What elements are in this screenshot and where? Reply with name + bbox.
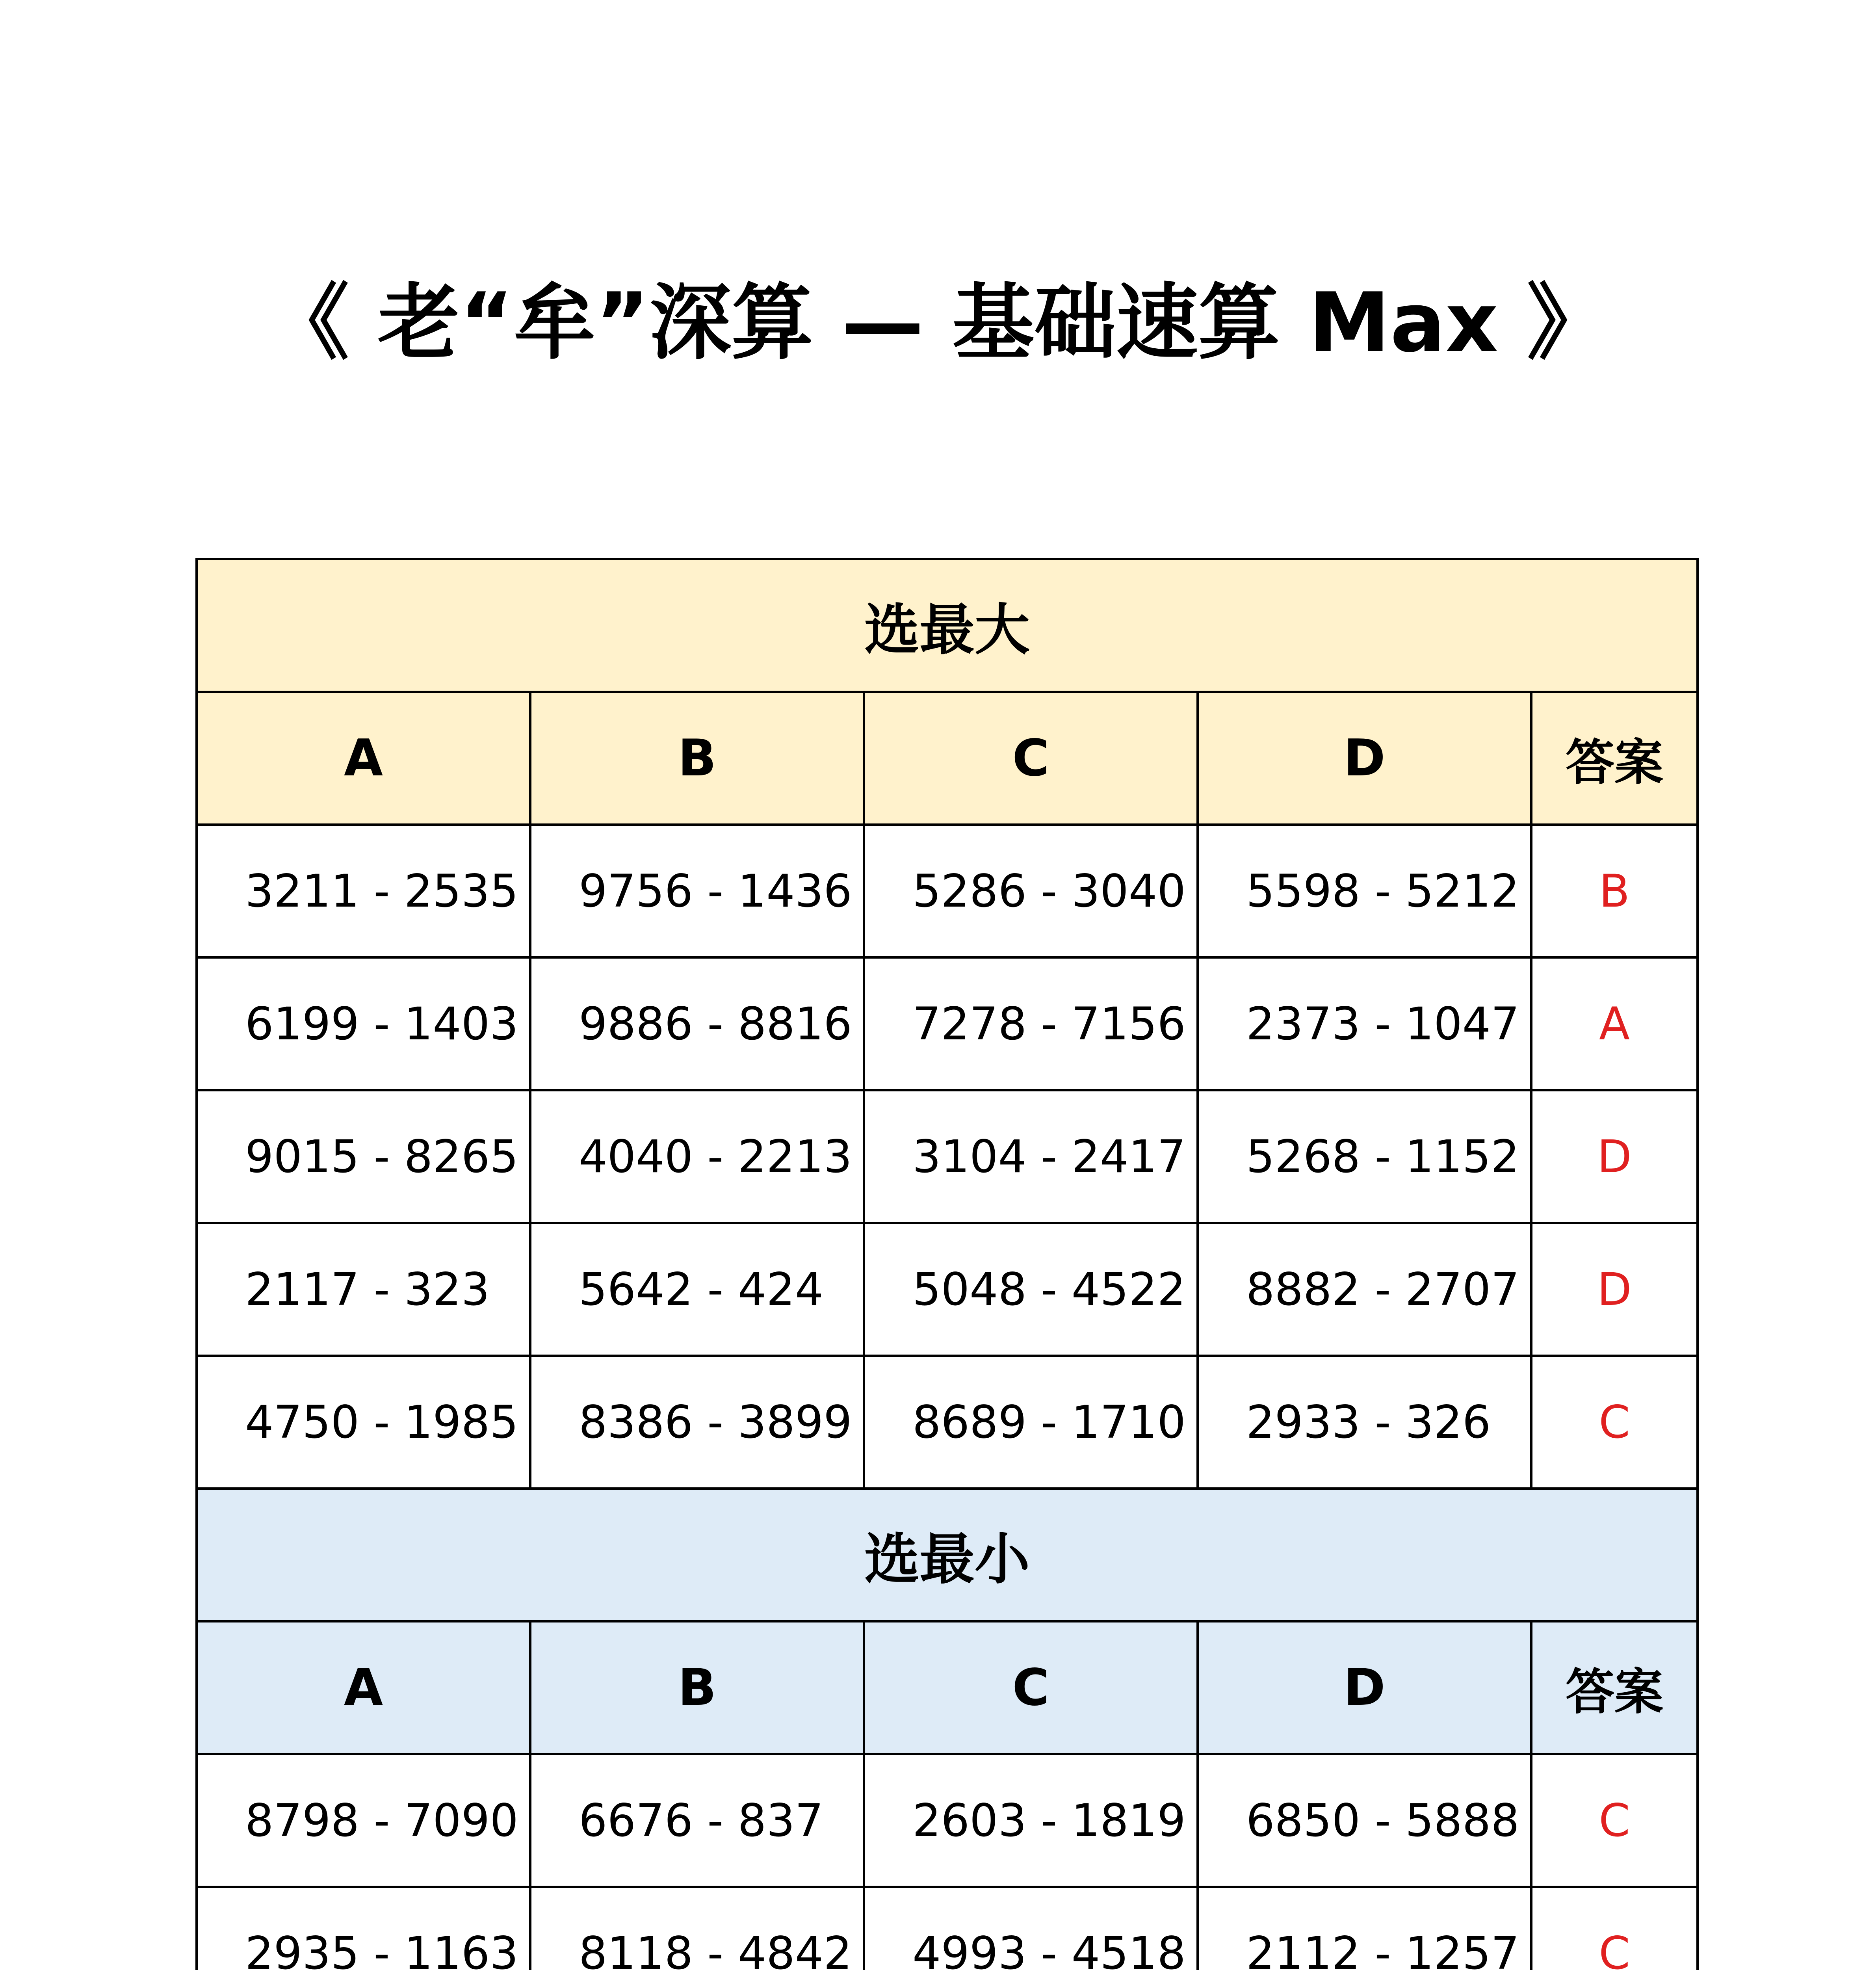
expression-cell: 2933 - 326 <box>1198 1356 1531 1489</box>
expression-cell: 2373 - 1047 <box>1198 957 1531 1090</box>
expression-cell: 5268 - 1152 <box>1198 1090 1531 1223</box>
expression-cell: 6850 - 5888 <box>1198 1754 1531 1887</box>
expression-cell: 4993 - 4518 <box>864 1887 1198 1970</box>
expression-cell: 5286 - 3040 <box>864 825 1198 957</box>
table-row <box>197 1887 1698 1970</box>
expression-cell: 8386 - 3899 <box>530 1356 864 1489</box>
column-header-c: C <box>864 1621 1198 1754</box>
answer-cell: C <box>1531 1356 1698 1489</box>
expression-cell: 4040 - 2213 <box>530 1090 864 1223</box>
expression-cell: 7278 - 7156 <box>864 957 1198 1090</box>
column-header-answer: 答案 <box>1531 1621 1698 1754</box>
table-row <box>197 1223 1698 1356</box>
answer-cell: A <box>1531 957 1698 1090</box>
table-row <box>197 1356 1698 1489</box>
table-row <box>197 1754 1698 1887</box>
expression-cell: 9756 - 1436 <box>530 825 864 957</box>
expression-cell: 3211 - 2535 <box>197 825 530 957</box>
expression-cell: 9015 - 8265 <box>197 1090 530 1223</box>
expression-cell: 5048 - 4522 <box>864 1223 1198 1356</box>
expression-cell: 9886 - 8816 <box>530 957 864 1090</box>
column-header-answer: 答案 <box>1531 692 1698 825</box>
expression-cell: 8118 - 4842 <box>530 1887 864 1970</box>
section-heading-min: 选最小 <box>197 1489 1698 1621</box>
tables-container <box>195 558 1696 1970</box>
answer-cell: D <box>1531 1090 1698 1223</box>
section-heading-row <box>197 1489 1698 1621</box>
column-header-row <box>197 1621 1698 1754</box>
column-header-row <box>197 692 1698 825</box>
column-header-c: C <box>864 692 1198 825</box>
min-section <box>197 1489 1698 1970</box>
expression-cell: 5598 - 5212 <box>1198 825 1531 957</box>
expression-cell: 3104 - 2417 <box>864 1090 1198 1223</box>
expression-cell: 6199 - 1403 <box>197 957 530 1090</box>
expression-cell: 2112 - 1257 <box>1198 1887 1531 1970</box>
answer-cell: C <box>1531 1887 1698 1970</box>
expression-cell: 6676 - 837 <box>530 1754 864 1887</box>
expression-cell: 8689 - 1710 <box>864 1356 1198 1489</box>
max-section <box>197 559 1698 1489</box>
column-header-a: A <box>197 692 530 825</box>
answer-cell: D <box>1531 1223 1698 1356</box>
expression-cell: 2117 - 323 <box>197 1223 530 1356</box>
expression-cell: 2935 - 1163 <box>197 1887 530 1970</box>
page-title: 《 老“牟”深算 — 基础速算 Max 》 <box>267 275 1609 371</box>
expression-cell: 2603 - 1819 <box>864 1754 1198 1887</box>
expression-cell: 8798 - 7090 <box>197 1754 530 1887</box>
expression-cell: 8882 - 2707 <box>1198 1223 1531 1356</box>
quiz-table <box>195 558 1699 1970</box>
column-header-b: B <box>530 1621 864 1754</box>
answer-cell: C <box>1531 1754 1698 1887</box>
table-row <box>197 957 1698 1090</box>
table-row <box>197 1090 1698 1223</box>
expression-cell: 4750 - 1985 <box>197 1356 530 1489</box>
column-header-d: D <box>1198 1621 1531 1754</box>
expression-cell: 5642 - 424 <box>530 1223 864 1356</box>
answer-cell: B <box>1531 825 1698 957</box>
column-header-b: B <box>530 692 864 825</box>
column-header-a: A <box>197 1621 530 1754</box>
section-heading-row <box>197 559 1698 692</box>
section-heading-max: 选最大 <box>197 559 1698 692</box>
table-row <box>197 825 1698 957</box>
column-header-d: D <box>1198 692 1531 825</box>
